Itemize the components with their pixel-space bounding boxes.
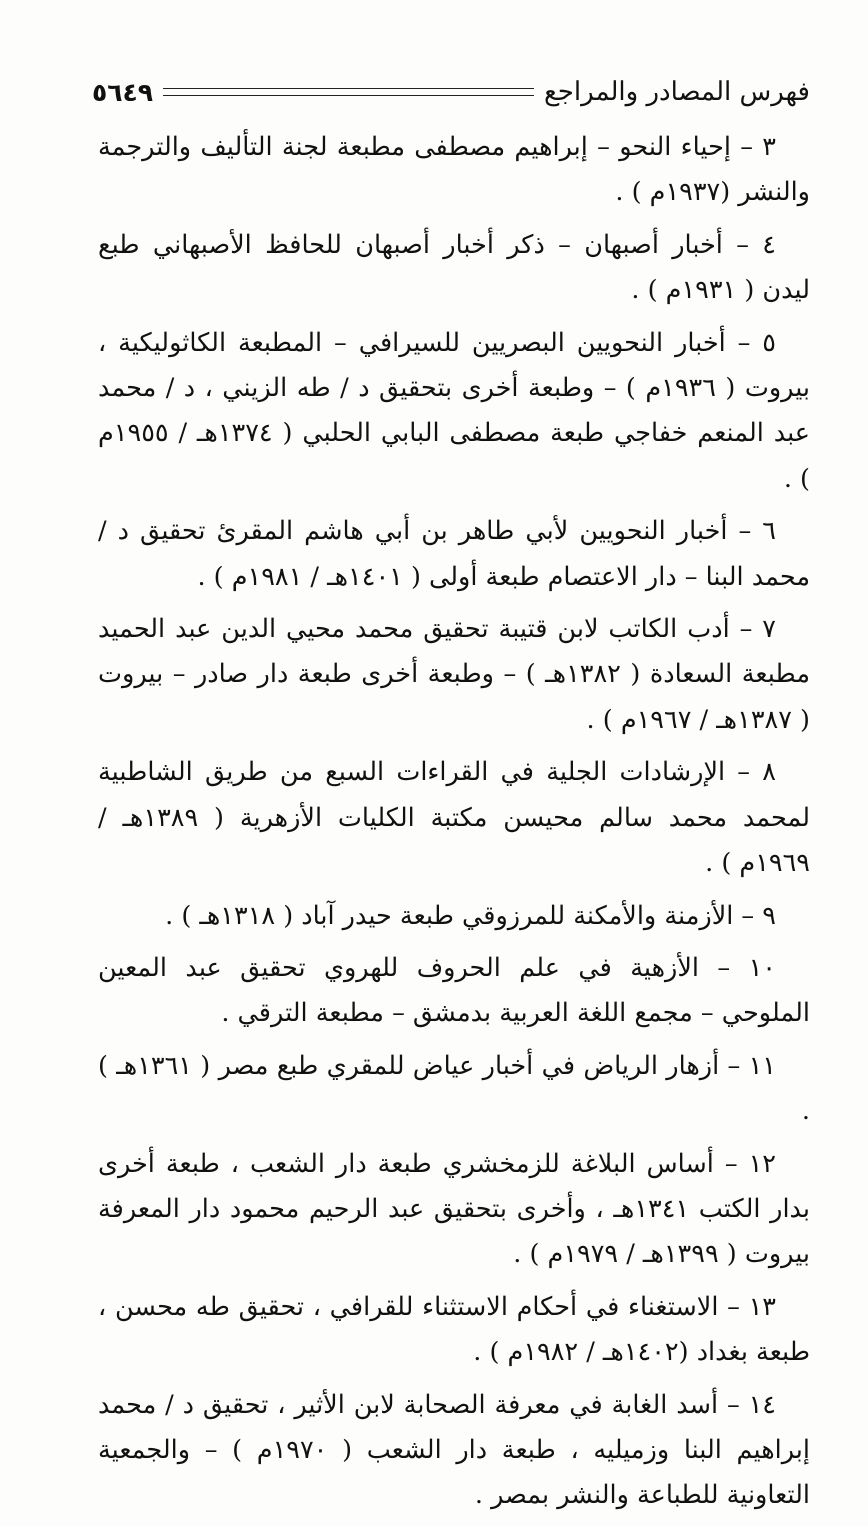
header-double-rule	[163, 88, 534, 96]
entry-text: ٨ – الإرشادات الجلية في القراءات السبع من طريق الشاطبية لمحمد محمد سالم محيسن مكتبة الكليات الأزهرية ( ١٣٨٩هـ / ١٩٦٩م ) .	[98, 757, 810, 879]
entry-text: ١١ – أزهار الرياض في أخبار عياض للمقري طبع مصر ( ١٣٦١هـ ) .	[98, 1050, 810, 1127]
entry-text: ٣ – إحياء النحو – إبراهيم مصطفى مطبعة لجنة التأليف والترجمة والنشر (١٩٣٧م ) .	[98, 132, 810, 208]
bibliography-list	[98, 125, 810, 1526]
entry-text: ١٣ – الاستغناء في أحكام الاستثناء للقرافي ، تحقيق طه محسن ، طبعة بغداد (١٤٠٢هـ / ١٩٨٢م ) .	[98, 1291, 810, 1368]
entry-text: ١٠ – الأزهية في علم الحروف للهروي تحقيق عبد المعين الملوحي – مجمع اللغة العربية بدمشق – مطبعة الترقي .	[98, 952, 810, 1029]
entry-text: ٥ – أخبار النحويين البصريين للسيرافي – المطبعة الكاثوليكية ، بيروت ( ١٩٣٦م ) – وطبعة أخرى بتحقيق د / طه الزيني ، د / محمد عبد المنعم خفاجي طبعة مصطفى البابي الحلبي ( ١٣٧٤هـ / ١٩٥٥م ) .	[98, 327, 811, 494]
entry-text: ٦ – أخبار النحويين لأبي طاهر بن أبي هاشم المقرئ تحقيق د / محمد البنا – دار الاعتصام طبعة أولى ( ١٤٠١هـ / ١٩٨١م ) .	[98, 516, 810, 592]
bibliography-entry	[98, 946, 810, 1037]
bibliography-entry	[98, 750, 810, 886]
header-title: فهرس المصادر والمراجع	[543, 77, 810, 107]
entry-text: ١٤ – أسد الغابة في معرفة الصحابة لابن الأثير ، تحقيق د / محمد إبراهيم البنا وزميليه ، طبعة دار الشعب ( ١٩٧٠م ) – والجمعية التعاونية للطباعة والنشر بمصر .	[98, 1389, 810, 1511]
entry-text: ٩ – الأزمنة والأمكنة للمرزوقي طبعة حيدر آباد ( ١٣١٨هـ ) .	[165, 900, 776, 931]
page-number: ٥٦٤٩	[92, 77, 154, 107]
bibliography-entry	[98, 125, 810, 216]
entry-text: ١٢ – أساس البلاغة للزمخشري طبعة دار الشعب ، طبعة أخرى بدار الكتب ١٣٤١هـ ، وأخرى بتحقيق عبد الرحيم محمود دار المعرفة بيروت ( ١٣٩٩هـ / ١٩٧٩م ) .	[98, 1148, 811, 1270]
entry-text: ٧ – أدب الكاتب لابن قتيبة تحقيق محمد محيي الدين عبد الحميد مطبعة السعادة ( ١٣٨٢هـ ) – وطبعة أخرى طبعة دار صادر – بيروت ( ١٣٨٧هـ / ١٩٦٧م ) .	[98, 614, 810, 735]
bibliography-entry	[98, 223, 810, 314]
bibliography-entry	[98, 1142, 810, 1278]
bibliography-entry	[98, 1383, 810, 1519]
entry-text: ٤ – أخبار أصبهان – ذكر أخبار أصبهان للحافظ الأصبهاني طبع ليدن ( ١٩٣١م ) .	[98, 229, 810, 306]
bibliography-entry	[98, 894, 810, 939]
bibliography-entry	[98, 1044, 810, 1135]
bibliography-entry	[98, 1285, 810, 1376]
bibliography-entry	[98, 321, 810, 503]
bibliography-entry	[98, 509, 810, 600]
bibliography-entry	[98, 607, 810, 743]
running-header	[92, 72, 810, 112]
